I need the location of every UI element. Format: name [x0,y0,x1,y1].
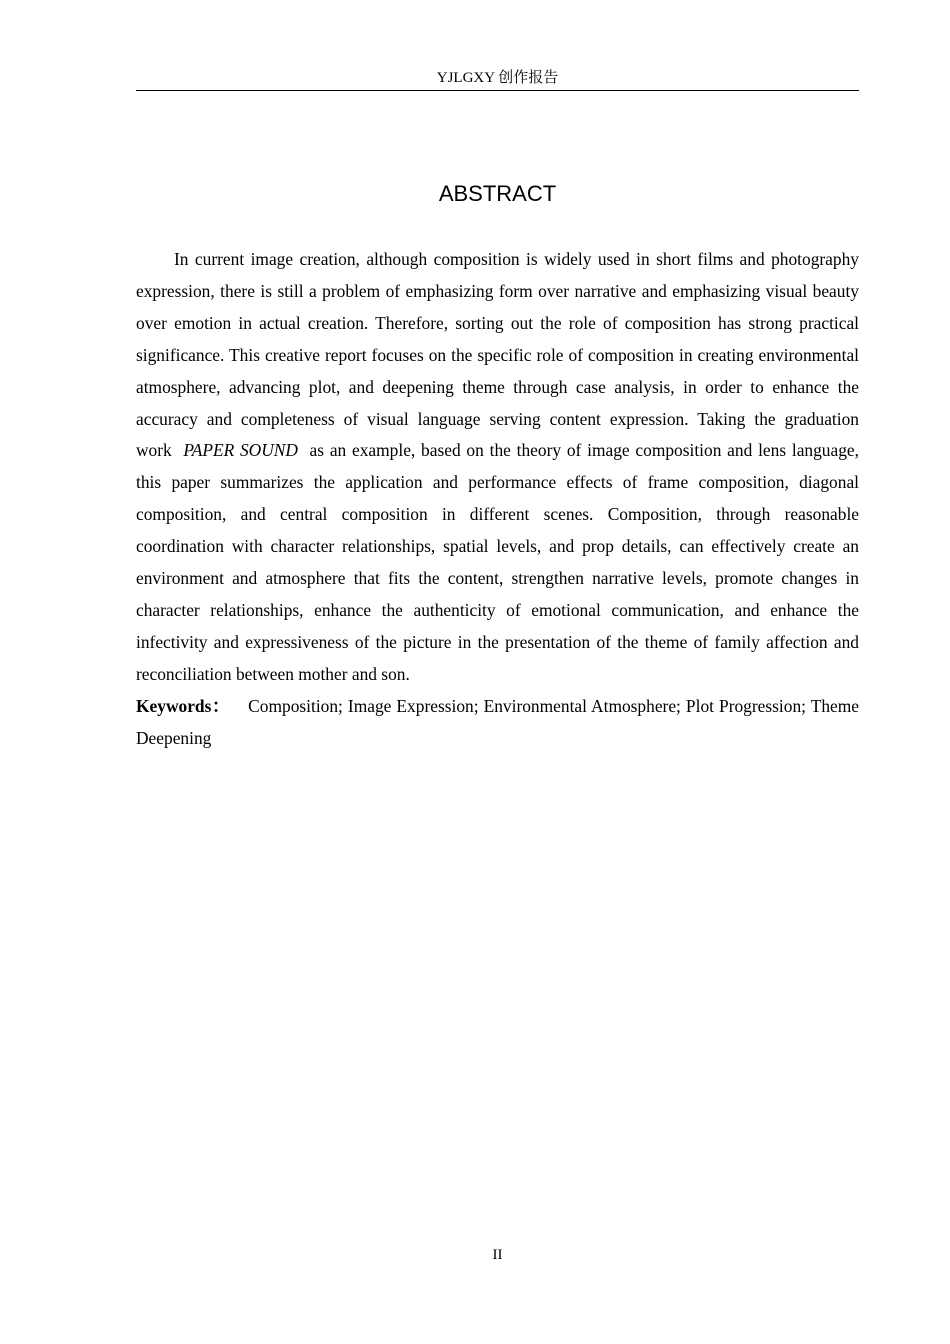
keywords-line [136,691,859,755]
running-header: YJLGXY 创作报告 [436,70,559,86]
keywords-text: Composition; Image Expression; Environmental Atmosphere; Plot Progression; Theme Deepening [136,695,859,748]
abstract-text-after-title: as an example, based on the theory of image composition and lens language, this paper summarizes the application and performance effects of frame composition, diagonal composition, and central composition in different scenes. Composition, through reasonable coordination with character relationships, spatial levels, and prop details, can effectively create an environment and atmosphere that fits the content, strengthen narrative levels, promote changes in character relationships, enhance the authenticity of emotional communication, and enhance the infectivity and expressiveness of the picture in the presentation of the theme of family affection and reconciliation between mother and son. [136,440,859,684]
header-rule [136,90,859,91]
abstract-paragraph [136,244,859,691]
page-number: II [492,1247,503,1263]
page-title: ABSTRACT [438,181,557,206]
abstract-text-before-title: In current image creation, although composition is widely used in short films and photography expression, there is still a problem of emphasizing form over narrative and emphasizing visual beauty over emotion in actual creation. Therefore, sorting out the role of composition has strong practical significance. This creative report focuses on the specific role of composition in creating environmental atmosphere, advancing plot, and deepening theme through case analysis, in order to enhance the accuracy and completeness of visual language serving content expression. Taking the graduation work [136,249,859,461]
keywords-label: Keywords： [136,695,231,716]
abstract-section [136,244,859,755]
work-title: PAPER SOUND [183,440,298,461]
